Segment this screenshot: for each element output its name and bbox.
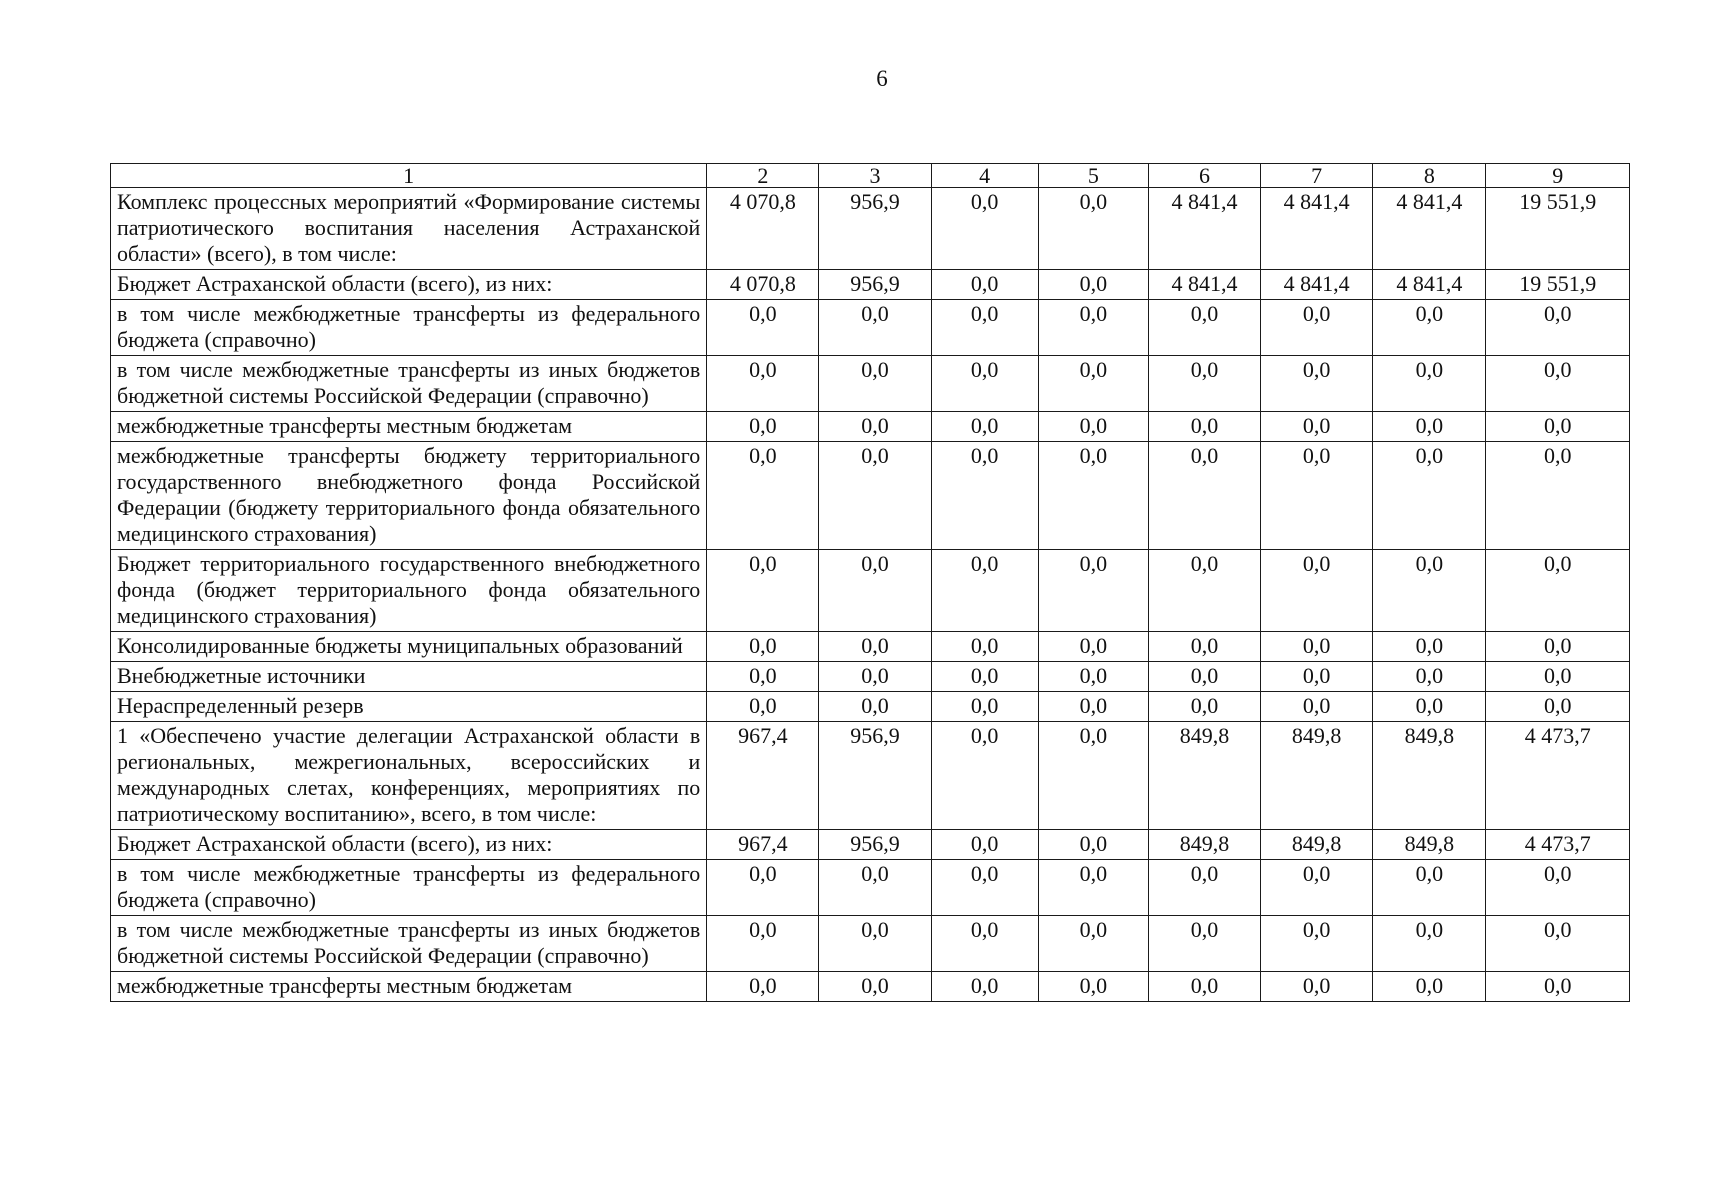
table-row bbox=[111, 188, 1630, 270]
table-row bbox=[111, 860, 1630, 916]
value-cell: 0,0 bbox=[1373, 972, 1486, 1002]
value-cell: 0,0 bbox=[1373, 412, 1486, 442]
value-cell: 0,0 bbox=[1486, 550, 1630, 632]
table-row bbox=[111, 722, 1630, 830]
table-row bbox=[111, 550, 1630, 632]
value-cell: 0,0 bbox=[819, 632, 931, 662]
value-cell: 0,0 bbox=[1148, 550, 1260, 632]
value-cell: 19 551,9 bbox=[1486, 270, 1630, 300]
value-cell: 849,8 bbox=[1261, 722, 1373, 830]
value-cell: 0,0 bbox=[1038, 662, 1148, 692]
value-cell: 0,0 bbox=[819, 412, 931, 442]
value-cell: 0,0 bbox=[1486, 860, 1630, 916]
value-cell: 0,0 bbox=[931, 270, 1038, 300]
row-label: межбюджетные трансферты местным бюджетам bbox=[111, 412, 707, 442]
value-cell: 0,0 bbox=[1486, 356, 1630, 412]
row-label: 1 «Обеспечено участие делегации Астраханской области в региональных, межрегиональных, всероссийских и международных слетах, конференциях, мероприятиях по патриотическому воспитанию», всего, в том числе: bbox=[111, 722, 707, 830]
value-cell: 4 070,8 bbox=[707, 188, 819, 270]
value-cell: 0,0 bbox=[707, 550, 819, 632]
value-cell: 0,0 bbox=[1373, 632, 1486, 662]
value-cell: 0,0 bbox=[707, 692, 819, 722]
table-row bbox=[111, 412, 1630, 442]
row-label: в том числе межбюджетные трансферты из федерального бюджета (справочно) bbox=[111, 300, 707, 356]
value-cell: 0,0 bbox=[1373, 692, 1486, 722]
value-cell: 0,0 bbox=[931, 442, 1038, 550]
value-cell: 0,0 bbox=[1261, 550, 1373, 632]
value-cell: 0,0 bbox=[931, 550, 1038, 632]
value-cell: 849,8 bbox=[1148, 722, 1260, 830]
value-cell: 0,0 bbox=[1261, 300, 1373, 356]
value-cell: 0,0 bbox=[1261, 692, 1373, 722]
value-cell: 0,0 bbox=[707, 972, 819, 1002]
table-row bbox=[111, 916, 1630, 972]
value-cell: 0,0 bbox=[1148, 860, 1260, 916]
value-cell: 0,0 bbox=[1373, 916, 1486, 972]
value-cell: 0,0 bbox=[1038, 356, 1148, 412]
value-cell: 0,0 bbox=[1261, 662, 1373, 692]
column-header: 7 bbox=[1261, 164, 1373, 188]
value-cell: 0,0 bbox=[1261, 972, 1373, 1002]
value-cell: 4 473,7 bbox=[1486, 722, 1630, 830]
value-cell: 0,0 bbox=[819, 550, 931, 632]
value-cell: 0,0 bbox=[819, 692, 931, 722]
value-cell: 0,0 bbox=[819, 442, 931, 550]
value-cell: 0,0 bbox=[707, 356, 819, 412]
value-cell: 0,0 bbox=[931, 412, 1038, 442]
row-label: Нераспределенный резерв bbox=[111, 692, 707, 722]
value-cell: 0,0 bbox=[1038, 632, 1148, 662]
value-cell: 0,0 bbox=[1486, 662, 1630, 692]
value-cell: 0,0 bbox=[1148, 692, 1260, 722]
row-label: Консолидированные бюджеты муниципальных образований bbox=[111, 632, 707, 662]
value-cell: 956,9 bbox=[819, 188, 931, 270]
value-cell: 0,0 bbox=[1373, 356, 1486, 412]
row-label: в том числе межбюджетные трансферты из иных бюджетов бюджетной системы Российской Федерации (справочно) bbox=[111, 916, 707, 972]
value-cell: 0,0 bbox=[1148, 916, 1260, 972]
budget-table bbox=[110, 163, 1630, 1002]
row-label: в том числе межбюджетные трансферты из иных бюджетов бюджетной системы Российской Федерации (справочно) bbox=[111, 356, 707, 412]
column-header: 3 bbox=[819, 164, 931, 188]
value-cell: 0,0 bbox=[1261, 412, 1373, 442]
column-header: 4 bbox=[931, 164, 1038, 188]
row-label: в том числе межбюджетные трансферты из федерального бюджета (справочно) bbox=[111, 860, 707, 916]
value-cell: 0,0 bbox=[1373, 550, 1486, 632]
value-cell: 4 841,4 bbox=[1373, 270, 1486, 300]
row-label: Бюджет Астраханской области (всего), из них: bbox=[111, 270, 707, 300]
value-cell: 849,8 bbox=[1373, 722, 1486, 830]
value-cell: 0,0 bbox=[1373, 300, 1486, 356]
column-header: 8 bbox=[1373, 164, 1486, 188]
table-row bbox=[111, 356, 1630, 412]
value-cell: 0,0 bbox=[1486, 692, 1630, 722]
value-cell: 0,0 bbox=[931, 356, 1038, 412]
value-cell: 0,0 bbox=[819, 300, 931, 356]
row-label: Бюджет территориального государственного внебюджетного фонда (бюджет территориального фонда обязательного медицинского страхования) bbox=[111, 550, 707, 632]
value-cell: 0,0 bbox=[1038, 270, 1148, 300]
value-cell: 0,0 bbox=[1038, 412, 1148, 442]
value-cell: 4 070,8 bbox=[707, 270, 819, 300]
table-row bbox=[111, 270, 1630, 300]
value-cell: 4 841,4 bbox=[1261, 188, 1373, 270]
value-cell: 0,0 bbox=[1261, 632, 1373, 662]
value-cell: 956,9 bbox=[819, 830, 931, 860]
table-row bbox=[111, 972, 1630, 1002]
value-cell: 0,0 bbox=[707, 412, 819, 442]
table-row bbox=[111, 662, 1630, 692]
value-cell: 0,0 bbox=[1486, 300, 1630, 356]
value-cell: 0,0 bbox=[819, 972, 931, 1002]
value-cell: 0,0 bbox=[1261, 356, 1373, 412]
value-cell: 0,0 bbox=[931, 860, 1038, 916]
value-cell: 0,0 bbox=[1486, 412, 1630, 442]
value-cell: 0,0 bbox=[931, 722, 1038, 830]
value-cell: 0,0 bbox=[1486, 632, 1630, 662]
value-cell: 849,8 bbox=[1148, 830, 1260, 860]
value-cell: 0,0 bbox=[819, 662, 931, 692]
value-cell: 0,0 bbox=[707, 916, 819, 972]
value-cell: 0,0 bbox=[1038, 972, 1148, 1002]
table-row bbox=[111, 830, 1630, 860]
table-row bbox=[111, 632, 1630, 662]
value-cell: 0,0 bbox=[931, 692, 1038, 722]
value-cell: 0,0 bbox=[1038, 830, 1148, 860]
value-cell: 0,0 bbox=[931, 188, 1038, 270]
value-cell: 0,0 bbox=[707, 632, 819, 662]
value-cell: 4 841,4 bbox=[1373, 188, 1486, 270]
value-cell: 0,0 bbox=[707, 300, 819, 356]
value-cell: 0,0 bbox=[931, 830, 1038, 860]
value-cell: 0,0 bbox=[1148, 300, 1260, 356]
value-cell: 0,0 bbox=[931, 300, 1038, 356]
table-header-row bbox=[111, 164, 1630, 188]
value-cell: 0,0 bbox=[1148, 356, 1260, 412]
value-cell: 956,9 bbox=[819, 270, 931, 300]
value-cell: 0,0 bbox=[1038, 442, 1148, 550]
value-cell: 956,9 bbox=[819, 722, 931, 830]
value-cell: 4 841,4 bbox=[1261, 270, 1373, 300]
value-cell: 0,0 bbox=[931, 662, 1038, 692]
value-cell: 0,0 bbox=[1148, 632, 1260, 662]
value-cell: 0,0 bbox=[1373, 662, 1486, 692]
value-cell: 0,0 bbox=[707, 442, 819, 550]
value-cell: 4 841,4 bbox=[1148, 270, 1260, 300]
value-cell: 0,0 bbox=[1261, 860, 1373, 916]
row-label: Комплекс процессных мероприятий «Формирование системы патриотического воспитания населения Астраханской области» (всего), в том числе: bbox=[111, 188, 707, 270]
value-cell: 4 841,4 bbox=[1148, 188, 1260, 270]
page-number: 6 bbox=[876, 66, 888, 91]
value-cell: 0,0 bbox=[1373, 442, 1486, 550]
column-header: 5 bbox=[1038, 164, 1148, 188]
value-cell: 0,0 bbox=[1038, 722, 1148, 830]
value-cell: 0,0 bbox=[1373, 860, 1486, 916]
column-header: 2 bbox=[707, 164, 819, 188]
column-header: 6 bbox=[1148, 164, 1260, 188]
value-cell: 0,0 bbox=[1038, 860, 1148, 916]
value-cell: 967,4 bbox=[707, 830, 819, 860]
value-cell: 0,0 bbox=[819, 356, 931, 412]
value-cell: 0,0 bbox=[1038, 692, 1148, 722]
value-cell: 0,0 bbox=[931, 916, 1038, 972]
value-cell: 0,0 bbox=[931, 972, 1038, 1002]
value-cell: 0,0 bbox=[819, 860, 931, 916]
row-label: Бюджет Астраханской области (всего), из них: bbox=[111, 830, 707, 860]
value-cell: 0,0 bbox=[1261, 442, 1373, 550]
table-row bbox=[111, 442, 1630, 550]
value-cell: 0,0 bbox=[1486, 972, 1630, 1002]
row-label: межбюджетные трансферты местным бюджетам bbox=[111, 972, 707, 1002]
value-cell: 0,0 bbox=[931, 632, 1038, 662]
value-cell: 849,8 bbox=[1261, 830, 1373, 860]
value-cell: 0,0 bbox=[1148, 412, 1260, 442]
value-cell: 0,0 bbox=[819, 916, 931, 972]
table-body bbox=[111, 188, 1630, 1002]
value-cell: 0,0 bbox=[1486, 916, 1630, 972]
value-cell: 0,0 bbox=[1038, 300, 1148, 356]
column-header: 1 bbox=[111, 164, 707, 188]
table-row bbox=[111, 692, 1630, 722]
value-cell: 0,0 bbox=[707, 860, 819, 916]
value-cell: 0,0 bbox=[1148, 972, 1260, 1002]
value-cell: 19 551,9 bbox=[1486, 188, 1630, 270]
value-cell: 0,0 bbox=[707, 662, 819, 692]
value-cell: 0,0 bbox=[1038, 188, 1148, 270]
value-cell: 0,0 bbox=[1038, 550, 1148, 632]
table-row bbox=[111, 300, 1630, 356]
value-cell: 0,0 bbox=[1148, 662, 1260, 692]
value-cell: 0,0 bbox=[1261, 916, 1373, 972]
value-cell: 967,4 bbox=[707, 722, 819, 830]
value-cell: 0,0 bbox=[1486, 442, 1630, 550]
row-label: Внебюджетные источники bbox=[111, 662, 707, 692]
row-label: межбюджетные трансферты бюджету территориального государственного внебюджетного фонда Российской Федерации (бюджету территориального фонда обязательного медицинского страхования) bbox=[111, 442, 707, 550]
value-cell: 0,0 bbox=[1148, 442, 1260, 550]
value-cell: 0,0 bbox=[1038, 916, 1148, 972]
value-cell: 4 473,7 bbox=[1486, 830, 1630, 860]
column-header: 9 bbox=[1486, 164, 1630, 188]
value-cell: 849,8 bbox=[1373, 830, 1486, 860]
